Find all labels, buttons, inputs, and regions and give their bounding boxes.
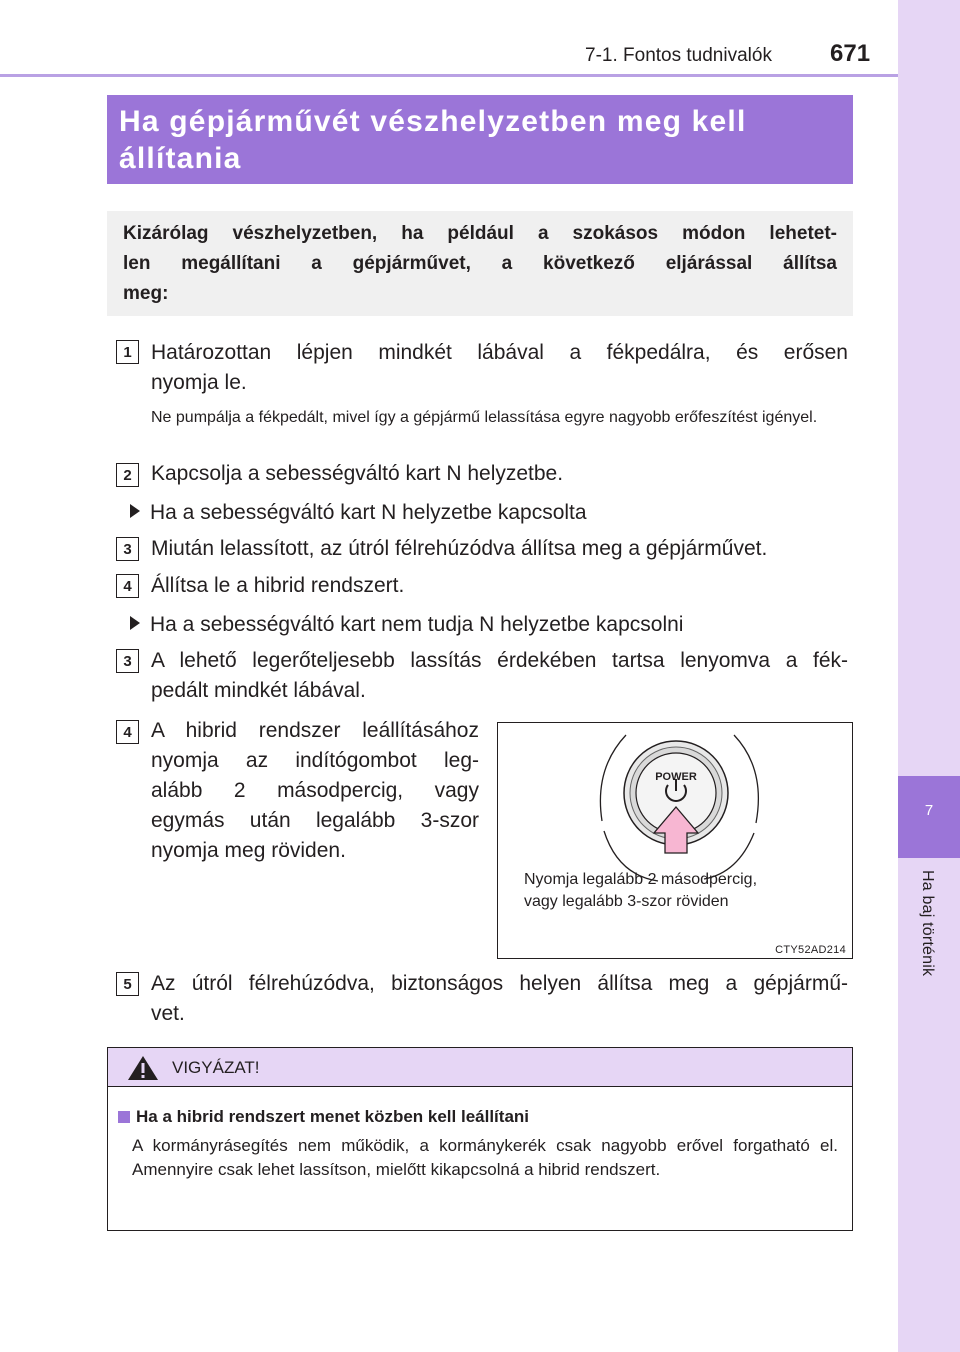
press-arc-left-outer <box>600 735 626 821</box>
step-4b-line-1: A hibrid rendszer leállításához <box>151 719 479 742</box>
warning-triangle-icon <box>126 1054 160 1082</box>
step-2-text: Kapcsolja a sebességváltó kart N helyzetbe. <box>151 462 564 485</box>
power-button-illustration <box>498 723 854 960</box>
intro-line-1: Kizárólag vészhelyzetben, ha például a szokásos módon lehetet- <box>123 223 837 244</box>
chapter-number: 7 <box>924 802 934 819</box>
step-badge-5: 5 <box>116 972 139 996</box>
warning-header <box>108 1048 852 1087</box>
triangle-bullet-icon <box>130 504 140 518</box>
power-button-figure <box>497 722 853 959</box>
step-4b-line-2: nyomja az indítógombot leg- <box>151 749 479 772</box>
press-arc-right-outer <box>734 735 758 823</box>
step-3a-text: Miután lelassított, az útról félrehúzódva állítsa meg a gépjárművet. <box>151 537 768 560</box>
warning-label: VIGYÁZAT! <box>172 1058 260 1077</box>
title-banner <box>107 95 853 184</box>
step-1-note: Ne pumpálja a fékpedált, mivel így a gépjármű lelassítása egyre nagyobb erőfeszítést igényel. <box>151 409 818 426</box>
figure-caption <box>524 869 757 913</box>
condition-heading-b-text: Ha a sebességváltó kart nem tudja N helyzetbe kapcsolni <box>150 613 684 636</box>
step-badge-2: 2 <box>116 463 139 487</box>
power-label: POWER <box>655 771 697 783</box>
square-bullet-icon <box>118 1111 130 1123</box>
step-badge-4b: 4 <box>116 720 139 744</box>
page-number: 671 <box>830 40 871 67</box>
intro-line-2: len megállítani a gépjárművet, a következő eljárással állítsa <box>123 253 837 274</box>
step-4b-line-5: nyomja meg röviden. <box>151 839 346 862</box>
section-reference: 7-1. Fontos tudnivalók <box>585 45 772 66</box>
page-title: Ha gépjárművét vészhelyzetben meg kell állítania <box>119 105 747 175</box>
step-1-line-1: Határozottan lépjen mindkét lábával a fékpedálra, és erősen <box>151 341 848 364</box>
condition-heading-a-text: Ha a sebességváltó kart N helyzetbe kapcsolta <box>150 501 587 524</box>
warning-body: A kormányrásegítés nem működik, a kormánykerék csak nagyobb erővel forgatható el. Amennyire csak lehet lassítson, mielőtt kikapcsolná a hibrid rendszert. <box>132 1136 838 1179</box>
warning-subtitle <box>118 1107 529 1127</box>
step-5-line-2: vet. <box>151 1002 185 1025</box>
condition-heading-b <box>130 610 683 640</box>
chapter-sidebar <box>898 0 960 1352</box>
step-4a-text: Állítsa le a hibrid rendszert. <box>151 574 405 597</box>
step-4b-line-3: alább 2 másodpercig, vagy <box>151 779 479 802</box>
intro-box <box>107 211 853 316</box>
figure-caption-line-2: vagy legalább 3-szor röviden <box>524 893 729 910</box>
step-3b-line-1: A lehető legerőteljesebb lassítás érdekében tartsa lenyomva a fék- <box>151 649 848 672</box>
triangle-bullet-icon <box>130 616 140 630</box>
figure-caption-line-1: Nyomja legalább 2 másodpercig, <box>524 871 758 888</box>
step-badge-4a: 4 <box>116 574 139 598</box>
step-badge-1: 1 <box>116 340 139 364</box>
warning-subtitle-text: Ha a hibrid rendszert menet közben kell leállítani <box>136 1107 530 1126</box>
condition-heading-a <box>130 498 587 528</box>
step-badge-3a: 3 <box>116 537 139 561</box>
step-4b-line-4: egymás után legalább 3-szor <box>151 809 479 832</box>
figure-code: CTY52AD214 <box>775 944 846 956</box>
warning-box <box>107 1047 853 1231</box>
header-divider <box>0 74 898 77</box>
step-1-line-2: nyomja le. <box>151 371 247 394</box>
intro-line-3: meg: <box>123 283 169 304</box>
step-badge-3b: 3 <box>116 649 139 673</box>
step-3b-line-2: pedált mindkét lábával. <box>151 679 366 702</box>
chapter-title: Ha baj történik <box>919 870 936 977</box>
step-5-line-1: Az útról félrehúzódva, biztonságos helyen állítsa meg a gépjármű- <box>151 972 848 995</box>
